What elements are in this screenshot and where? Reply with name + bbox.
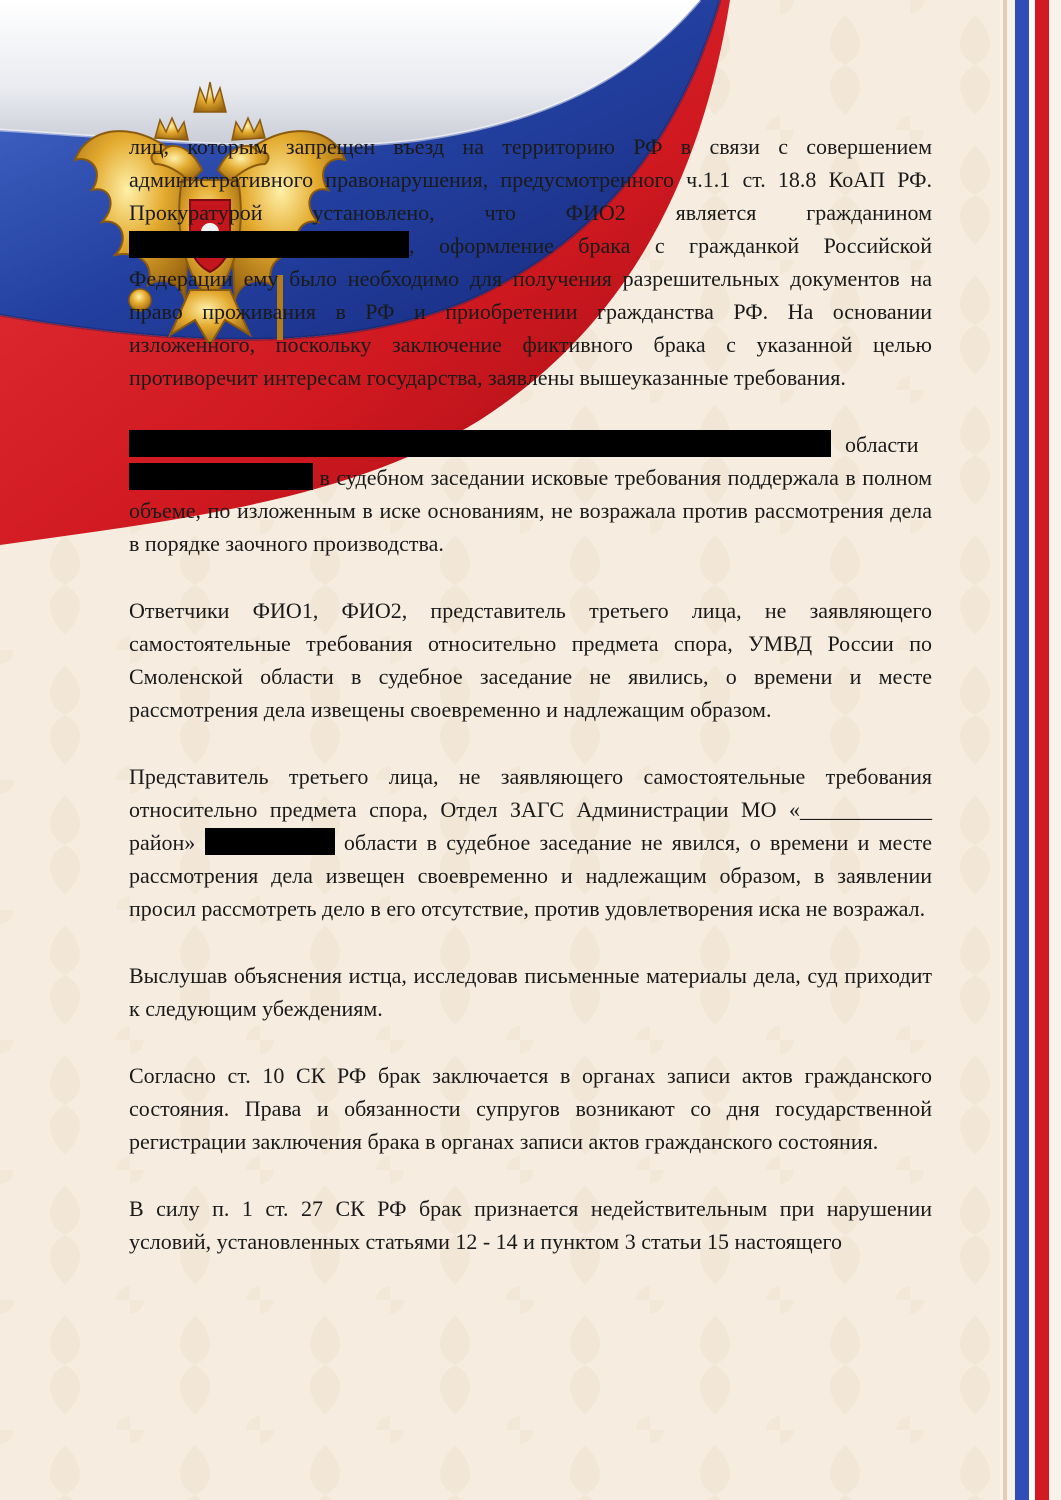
paragraph-text: Представитель третьего лица, не заявляющего самостоятельные требования относительно предмета спора, Отдел ЗАГС Администрации МО «____________ район»: [129, 764, 932, 855]
paragraph: [129, 428, 932, 560]
redaction-box: [129, 430, 831, 457]
tricolor-side-stripe-icon: [1000, 0, 1061, 1500]
paragraph-text: в судебном заседании исковые требования поддержала в полном объеме, по изложенным в иске основаниям, не возражала против рассмотрения дела в порядке заочного производства.: [129, 465, 932, 556]
paragraph: [129, 594, 932, 726]
redaction-box: [129, 231, 409, 258]
paragraph: [129, 760, 932, 925]
paragraph: [129, 1192, 932, 1258]
paragraph-text: Согласно ст. 10 СК РФ брак заключается в органах записи актов гражданского состояния. Права и обязанности супругов возникают со дня государственной регистрации заключения брака в органах записи актов гражданского состояния.: [129, 1063, 932, 1154]
paragraph: [129, 130, 932, 394]
paragraph-text: лиц, которым запрещен въезд на территорию РФ в связи с совершением административного правонарушения, предусмотренного ч.1.1 ст. 18.8 КоАП РФ. Прокуратурой установлено, что ФИО2 является гражданином: [129, 134, 932, 225]
paragraph-text: В силу п. 1 ст. 27 СК РФ брак признается недействительным при нарушении условий, установленных статьями 12 - 14 и пунктом 3 статьи 15 настоящего: [129, 1196, 932, 1254]
paragraph-text: области в судебное заседание не явился, о времени и месте рассмотрения дела извещен своевременно и надлежащим образом, в заявлении просил рассмотреть дело в его отсутствие, против удовлетворения иска не возражал.: [129, 830, 932, 921]
document-body: [129, 130, 932, 1292]
redaction-box: [129, 463, 313, 490]
paragraph-text: , оформление брака с гражданкой Российской Федерации ему было необходимо для получения разрешительных документов на право проживания в РФ и приобретении гражданства РФ. На основании изложенного, поскольку заключение фиктивного брака с указанной целью противоречит интересам государства, заявлены вышеуказанные требования.: [129, 233, 932, 390]
paragraph-text: области: [845, 432, 919, 457]
paragraph: [129, 959, 932, 1025]
paragraph-text: Выслушав объяснения истца, исследовав письменные материалы дела, суд приходит к следующим убеждениям.: [129, 963, 932, 1021]
paragraph: [129, 1059, 932, 1158]
redaction-box: [205, 828, 335, 855]
paragraph-text: Ответчики ФИО1, ФИО2, представитель третьего лица, не заявляющего самостоятельные требования относительно предмета спора, УМВД России по Смоленской области в судебное заседание не явились, о времени и месте рассмотрения дела извещены своевременно и надлежащим образом.: [129, 598, 932, 722]
